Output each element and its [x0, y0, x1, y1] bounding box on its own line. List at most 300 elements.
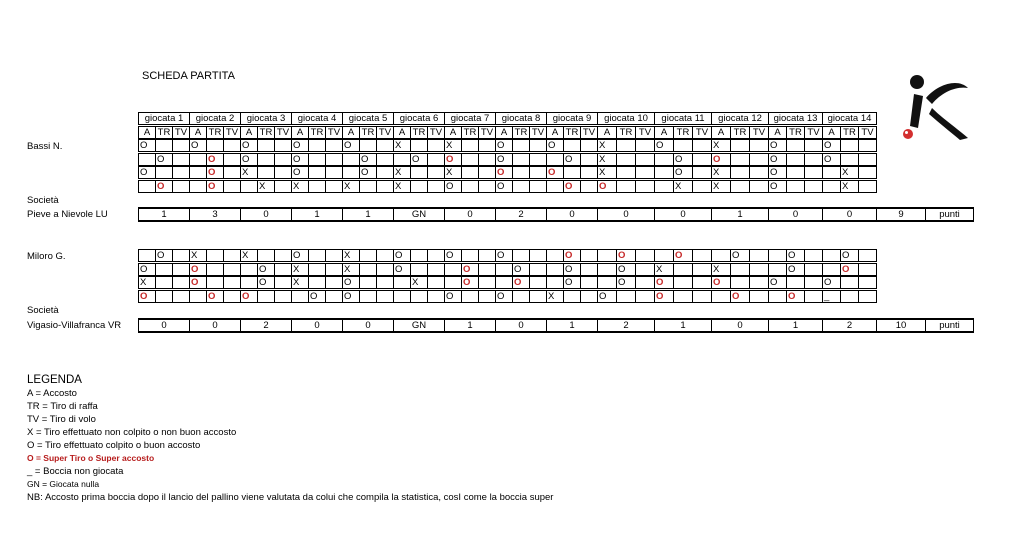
shot-cell — [635, 153, 655, 166]
shot-type-label: TV — [804, 126, 823, 139]
shot-cell — [786, 139, 805, 152]
shot-cell — [529, 276, 547, 289]
shot-cell: X — [597, 153, 617, 166]
legend-nb-line: NB: Accosto prima boccia dopo il lancio del pallino viene valutata da colui che compila la statistica, cosI come la boccia super — [27, 492, 554, 503]
shot-cell — [692, 276, 712, 289]
shot-cell — [461, 180, 479, 193]
shot-cell — [461, 139, 479, 152]
shot-cell — [563, 139, 581, 152]
shot-cell — [730, 139, 750, 152]
shot-cell — [495, 276, 513, 289]
shot-cell — [257, 139, 275, 152]
shot-cell — [858, 139, 877, 152]
shot-cell: O — [768, 139, 787, 152]
shot-cell: O — [342, 290, 360, 303]
shot-cell — [172, 249, 190, 262]
shot-cell — [138, 153, 156, 166]
shot-cell — [692, 180, 712, 193]
shot-cell — [427, 139, 445, 152]
shot-cell: X — [410, 276, 428, 289]
shot-cell: O — [546, 166, 564, 179]
giocata-score: 3 — [189, 208, 241, 221]
shot-cell — [274, 139, 292, 152]
shot-type-label: TV — [427, 126, 445, 139]
shot-cell: X — [840, 180, 859, 193]
shot-cell — [223, 290, 241, 303]
shot-cell — [804, 139, 823, 152]
shot-cell — [858, 180, 877, 193]
shot-cell — [673, 263, 693, 276]
shot-cell — [478, 139, 496, 152]
shot-cell: X — [393, 166, 411, 179]
shot-cell — [580, 166, 598, 179]
shot-cell — [749, 166, 769, 179]
shot-cell: O — [786, 290, 805, 303]
shot-cell: O — [359, 153, 377, 166]
giocata-score: 0 — [768, 208, 823, 221]
shot-cell — [240, 180, 258, 193]
shot-cell: X — [240, 166, 258, 179]
shot-cell — [749, 249, 769, 262]
shot-cell: O — [410, 153, 428, 166]
shot-cell — [495, 263, 513, 276]
shot-cell — [189, 180, 207, 193]
giocata-score: 2 — [495, 208, 547, 221]
shot-cell — [840, 153, 859, 166]
shot-cell: O — [461, 276, 479, 289]
shot-cell — [616, 166, 636, 179]
giocata-header: giocata 4 — [291, 112, 343, 125]
shot-cell — [858, 290, 877, 303]
shot-cell: X — [597, 166, 617, 179]
shot-cell: O — [308, 290, 326, 303]
shot-cell: O — [616, 263, 636, 276]
shot-type-label: A — [444, 126, 462, 139]
shot-cell: O — [730, 249, 750, 262]
shot-cell: O — [730, 290, 750, 303]
shot-type-label: A — [495, 126, 513, 139]
shot-cell — [580, 276, 598, 289]
shot-cell — [427, 153, 445, 166]
shot-cell: X — [711, 139, 731, 152]
shot-cell — [580, 290, 598, 303]
shot-cell: O — [444, 249, 462, 262]
societa-label: Società — [27, 195, 59, 206]
shot-cell — [786, 276, 805, 289]
shot-cell — [410, 166, 428, 179]
shot-cell — [749, 153, 769, 166]
shot-cell — [376, 166, 394, 179]
shot-cell — [692, 153, 712, 166]
societa-label: Società — [27, 305, 59, 316]
giocata-header: giocata 2 — [189, 112, 241, 125]
shot-cell: O — [138, 166, 156, 179]
giocata-score: 0 — [597, 208, 655, 221]
shot-cell: O — [563, 180, 581, 193]
shot-cell: O — [461, 263, 479, 276]
shot-cell: O — [711, 276, 731, 289]
legend-line: A = Accosto — [27, 388, 77, 399]
shot-cell — [635, 276, 655, 289]
giocata-score: 1 — [444, 319, 496, 332]
shot-cell — [616, 139, 636, 152]
shot-cell — [529, 263, 547, 276]
shot-type-label: TR — [563, 126, 581, 139]
shot-cell — [768, 249, 787, 262]
shot-cell: O — [189, 139, 207, 152]
shot-cell — [529, 139, 547, 152]
bocce-player-logo-icon — [896, 68, 972, 144]
shot-cell — [444, 276, 462, 289]
shot-cell — [804, 249, 823, 262]
shot-cell — [359, 249, 377, 262]
shot-cell: O — [240, 290, 258, 303]
shot-cell — [673, 276, 693, 289]
shot-type-label: A — [138, 126, 156, 139]
shot-cell: X — [711, 263, 731, 276]
shot-cell — [172, 166, 190, 179]
legend-line: TV = Tiro di volo — [27, 414, 96, 425]
shot-type-label: TV — [858, 126, 877, 139]
shot-cell — [376, 276, 394, 289]
shot-cell: O — [155, 249, 173, 262]
shot-cell — [512, 249, 530, 262]
shot-cell — [138, 249, 156, 262]
shot-cell: O — [240, 139, 258, 152]
shot-cell — [274, 263, 292, 276]
shot-cell — [730, 153, 750, 166]
shot-cell — [858, 276, 877, 289]
shot-type-label: TR — [155, 126, 173, 139]
shot-cell — [138, 180, 156, 193]
shot-cell: O — [138, 263, 156, 276]
shot-cell: X — [840, 166, 859, 179]
player-name: Bassi N. — [27, 141, 63, 152]
shot-cell — [768, 290, 787, 303]
shot-cell: O — [673, 249, 693, 262]
shot-cell — [359, 276, 377, 289]
shot-cell — [444, 263, 462, 276]
shot-type-label: TV — [376, 126, 394, 139]
shot-cell: O — [393, 249, 411, 262]
shot-cell: O — [512, 276, 530, 289]
shot-cell — [692, 263, 712, 276]
shot-cell — [308, 249, 326, 262]
shot-cell — [376, 263, 394, 276]
shot-cell — [580, 153, 598, 166]
shot-cell — [393, 276, 411, 289]
shot-type-label: A — [240, 126, 258, 139]
shot-cell — [257, 290, 275, 303]
shot-cell: O — [563, 263, 581, 276]
shot-cell — [804, 290, 823, 303]
shot-cell — [730, 263, 750, 276]
shot-cell: O — [342, 276, 360, 289]
shot-type-label: TR — [616, 126, 636, 139]
shot-cell: X — [673, 180, 693, 193]
shot-cell — [597, 249, 617, 262]
giocata-header: giocata 11 — [654, 112, 712, 125]
giocata-score: 2 — [240, 319, 292, 332]
shot-cell — [172, 139, 190, 152]
shot-cell — [730, 180, 750, 193]
total-points: 9 — [876, 208, 926, 221]
giocata-score: 0 — [291, 319, 343, 332]
giocata-score: 0 — [654, 208, 712, 221]
shot-cell: O — [786, 249, 805, 262]
shot-cell — [325, 290, 343, 303]
shot-cell — [359, 180, 377, 193]
shot-cell: X — [393, 139, 411, 152]
shot-cell: O — [563, 249, 581, 262]
shot-type-label: TV — [749, 126, 769, 139]
shot-type-label: TV — [172, 126, 190, 139]
shot-cell: O — [563, 276, 581, 289]
shot-cell — [654, 249, 674, 262]
shot-cell — [512, 153, 530, 166]
shot-cell: O — [597, 180, 617, 193]
shot-cell — [563, 290, 581, 303]
shot-cell — [325, 180, 343, 193]
club-name: Vigasio-Villafranca VR — [27, 320, 122, 331]
shot-cell — [692, 166, 712, 179]
shot-cell: X — [240, 249, 258, 262]
shot-cell — [804, 276, 823, 289]
shot-type-label: A — [711, 126, 731, 139]
legend-line: TR = Tiro di raffa — [27, 401, 98, 412]
shot-cell — [546, 263, 564, 276]
shot-cell — [749, 180, 769, 193]
shot-cell — [155, 276, 173, 289]
shot-cell — [616, 153, 636, 166]
shot-cell — [840, 139, 859, 152]
shot-cell: O — [654, 139, 674, 152]
giocata-score: 1 — [291, 208, 343, 221]
shot-cell: O — [822, 139, 841, 152]
shot-cell — [393, 290, 411, 303]
shot-cell — [461, 166, 479, 179]
shot-type-label: TR — [359, 126, 377, 139]
legend-title: LEGENDA — [27, 374, 82, 386]
giocata-score: 0 — [444, 208, 496, 221]
shot-cell — [427, 290, 445, 303]
shot-type-label: TV — [274, 126, 292, 139]
page-title: SCHEDA PARTITA — [142, 70, 235, 82]
giocata-header: giocata 9 — [546, 112, 598, 125]
giocata-score: 2 — [822, 319, 877, 332]
shot-cell — [376, 180, 394, 193]
shot-cell — [529, 249, 547, 262]
shot-cell — [546, 180, 564, 193]
shot-cell — [223, 263, 241, 276]
shot-cell — [206, 249, 224, 262]
shot-cell — [206, 276, 224, 289]
shot-cell — [822, 249, 841, 262]
shot-cell — [325, 139, 343, 152]
giocata-header: giocata 6 — [393, 112, 445, 125]
giocata-header: giocata 13 — [768, 112, 823, 125]
shot-cell — [410, 290, 428, 303]
shot-cell — [635, 139, 655, 152]
shot-cell — [597, 263, 617, 276]
shot-type-label: A — [342, 126, 360, 139]
shot-cell: O — [563, 153, 581, 166]
shot-cell — [858, 249, 877, 262]
shot-cell: O — [673, 153, 693, 166]
shot-cell: O — [597, 290, 617, 303]
shot-cell — [376, 290, 394, 303]
shot-cell — [410, 249, 428, 262]
shot-cell: X — [597, 139, 617, 152]
shot-cell: O — [291, 153, 309, 166]
shot-cell — [155, 139, 173, 152]
shot-cell: O — [711, 153, 731, 166]
shot-cell: O — [546, 139, 564, 152]
shot-cell — [580, 180, 598, 193]
shot-cell — [172, 276, 190, 289]
total-points: 10 — [876, 319, 926, 332]
shot-cell — [478, 166, 496, 179]
shot-type-label: A — [393, 126, 411, 139]
shot-cell — [274, 249, 292, 262]
shot-cell: O — [444, 290, 462, 303]
giocata-header: giocata 5 — [342, 112, 394, 125]
shot-cell: O — [291, 139, 309, 152]
shot-cell — [427, 263, 445, 276]
shot-type-label: TR — [730, 126, 750, 139]
shot-cell — [461, 153, 479, 166]
shot-cell — [325, 166, 343, 179]
shot-cell: O — [616, 249, 636, 262]
shot-cell — [580, 139, 598, 152]
giocata-score: 1 — [546, 319, 598, 332]
shot-cell — [654, 153, 674, 166]
giocata-header: giocata 14 — [822, 112, 877, 125]
shot-cell: O — [206, 290, 224, 303]
shot-cell — [308, 139, 326, 152]
shot-cell — [546, 153, 564, 166]
shot-cell: O — [444, 153, 462, 166]
giocata-score: 0 — [342, 319, 394, 332]
shot-cell — [155, 166, 173, 179]
legend — [27, 374, 553, 504]
shot-cell: O — [512, 263, 530, 276]
giocata-score: 0 — [822, 208, 877, 221]
legend-line: O = Tiro effettuato colpito o buon accosto — [27, 440, 201, 451]
shot-cell — [478, 276, 496, 289]
shot-cell: X — [444, 139, 462, 152]
shot-cell — [730, 276, 750, 289]
giocata-header: giocata 12 — [711, 112, 769, 125]
shot-cell: O — [291, 166, 309, 179]
shot-cell: X — [291, 263, 309, 276]
shot-cell — [359, 290, 377, 303]
shot-cell — [376, 139, 394, 152]
shot-cell — [529, 153, 547, 166]
shot-cell — [478, 153, 496, 166]
shot-cell: O — [840, 263, 859, 276]
shot-cell — [654, 180, 674, 193]
shot-cell — [858, 153, 877, 166]
shot-cell: O — [206, 153, 224, 166]
shot-cell: O — [444, 180, 462, 193]
giocata-score: 0 — [546, 208, 598, 221]
shot-cell: X — [257, 180, 275, 193]
shot-cell — [635, 249, 655, 262]
shot-cell — [749, 276, 769, 289]
shot-cell — [189, 153, 207, 166]
shot-cell — [804, 180, 823, 193]
shot-cell — [635, 166, 655, 179]
shot-type-label: TV — [580, 126, 598, 139]
shot-cell: X — [138, 276, 156, 289]
giocata-score: 1 — [711, 208, 769, 221]
shot-cell — [325, 249, 343, 262]
shot-cell — [822, 180, 841, 193]
shot-cell: O — [257, 276, 275, 289]
shot-cell: O — [291, 249, 309, 262]
shot-cell: O — [155, 180, 173, 193]
shot-cell — [580, 263, 598, 276]
shot-cell: O — [616, 276, 636, 289]
legend-boccia-line: _ = Boccia non giocata — [27, 466, 124, 477]
shot-cell — [512, 139, 530, 152]
shot-type-label: TR — [206, 126, 224, 139]
shot-cell — [512, 180, 530, 193]
shot-cell — [342, 166, 360, 179]
shot-cell — [786, 153, 805, 166]
shot-cell — [308, 180, 326, 193]
shot-cell — [786, 180, 805, 193]
shot-cell: X — [291, 276, 309, 289]
shot-type-label: TR — [410, 126, 428, 139]
shot-cell — [410, 263, 428, 276]
shot-cell — [274, 153, 292, 166]
shot-cell: X — [342, 249, 360, 262]
shot-cell — [223, 153, 241, 166]
shot-cell — [840, 276, 859, 289]
shot-cell — [654, 166, 674, 179]
shot-type-label: A — [291, 126, 309, 139]
shot-cell — [730, 166, 750, 179]
shot-cell — [325, 153, 343, 166]
shot-cell: O — [495, 166, 513, 179]
shot-cell — [635, 180, 655, 193]
shot-cell: O — [495, 290, 513, 303]
shot-cell — [461, 249, 479, 262]
shot-cell — [478, 263, 496, 276]
shot-type-label: A — [654, 126, 674, 139]
shot-cell — [427, 276, 445, 289]
giocata-score: GN — [393, 208, 445, 221]
shot-type-label: TR — [512, 126, 530, 139]
giocata-score: 0 — [240, 208, 292, 221]
shot-cell — [189, 290, 207, 303]
giocata-score: 1 — [768, 319, 823, 332]
shot-cell — [597, 276, 617, 289]
shot-cell — [546, 249, 564, 262]
shot-cell — [274, 166, 292, 179]
shot-cell — [410, 180, 428, 193]
shot-cell — [749, 290, 769, 303]
shot-cell: X — [546, 290, 564, 303]
giocata-score: 1 — [138, 208, 190, 221]
shot-cell — [189, 166, 207, 179]
shot-cell: X — [342, 180, 360, 193]
shot-cell — [749, 263, 769, 276]
shot-cell — [376, 153, 394, 166]
shot-cell — [393, 153, 411, 166]
